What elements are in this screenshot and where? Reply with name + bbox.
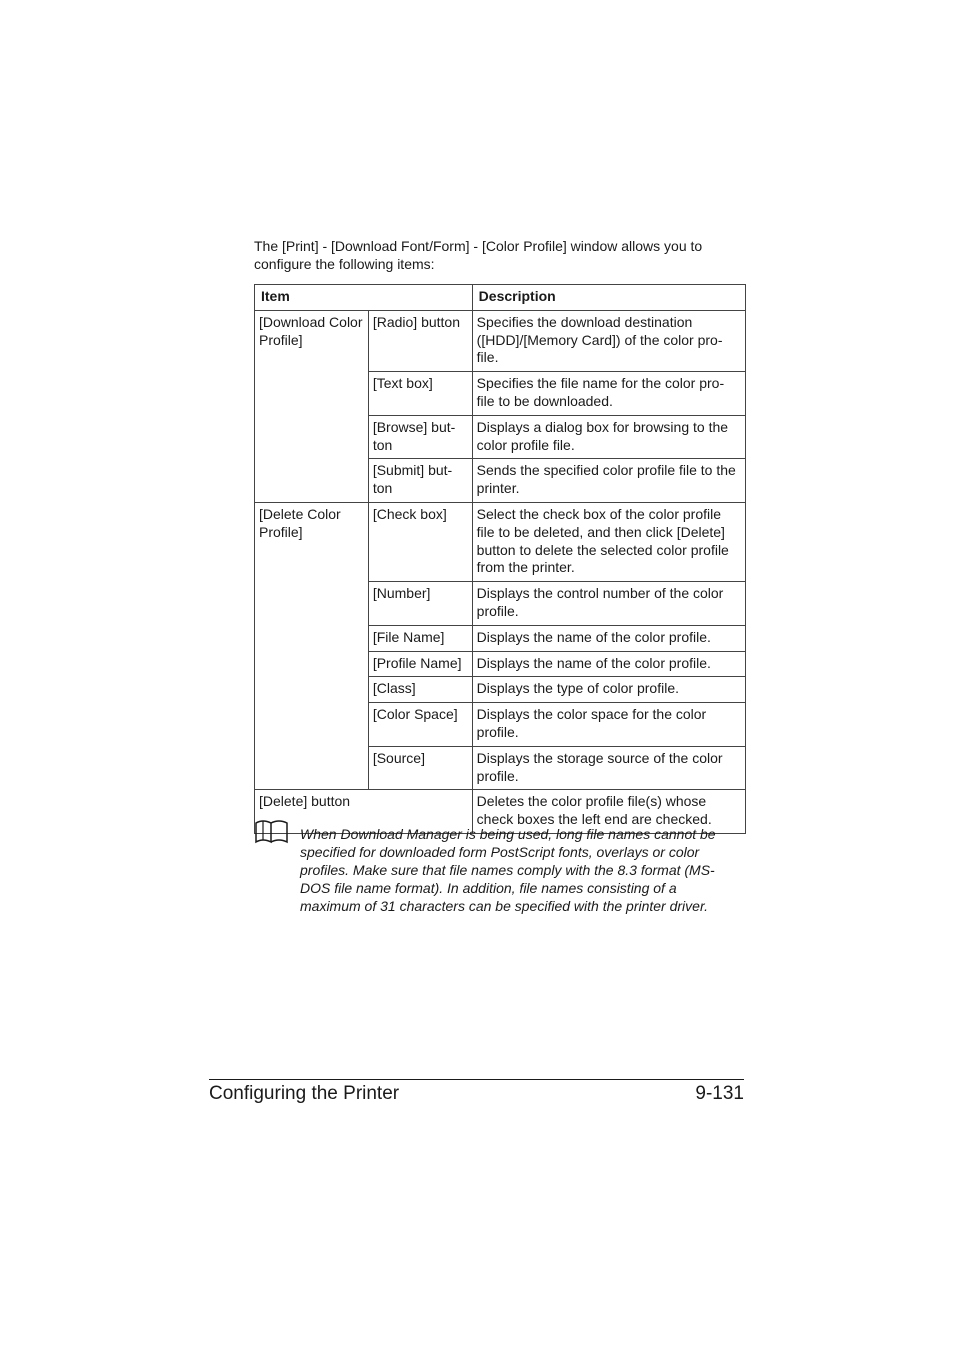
sub-item: [Source]	[368, 746, 472, 790]
group-label-delete-button: [Delete] button	[255, 790, 473, 834]
description-cell: Displays the storage source of the color profile.	[472, 746, 745, 790]
sub-item: [Browse] but-ton	[368, 415, 472, 459]
description-cell: Displays the color space for the color profile.	[472, 703, 745, 747]
header-item: Item	[255, 285, 473, 311]
intro-text: The [Print] - [Download Font/Form] - [Color Profile] window allows you to configure the following items:	[254, 238, 703, 272]
sub-item: [File Name]	[368, 625, 472, 651]
footer-title: Configuring the Printer	[209, 1083, 400, 1104]
description-cell: Displays the name of the color profile.	[472, 625, 745, 651]
sub-item: [Class]	[368, 677, 472, 703]
table-row	[255, 310, 746, 371]
page-number: 9-131	[695, 1083, 744, 1104]
sub-item: [Profile Name]	[368, 651, 472, 677]
footer-divider	[209, 1079, 744, 1080]
sub-item: [Submit] but-ton	[368, 459, 472, 503]
description-cell: Displays the name of the color profile.	[472, 651, 745, 677]
table-row	[255, 502, 746, 581]
color-profile-items-table	[254, 284, 746, 834]
description-cell: Displays the control number of the color profile.	[472, 582, 745, 626]
description-cell: Specifies the file name for the color pro-file to be downloaded.	[472, 372, 745, 416]
description-cell: Select the check box of the color profile file to be deleted, and then click [Delete] button to delete the selected color profile from the printer.	[472, 502, 745, 581]
description-cell: Specifies the download destination ([HDD]/[Memory Card]) of the color pro-file.	[472, 310, 745, 371]
description-cell: Displays the type of color profile.	[472, 677, 745, 703]
note-text: When Download Manager is being used, long file names cannot be specified for downloaded form PostScript fonts, overlays or color profiles. Make sure that file names comply with the 8.3 format (MS-DOS file name format). In addition, file names consisting of a maximum of 31 characters can be specified with the printer driver.	[300, 826, 716, 914]
sub-item: [Color Space]	[368, 703, 472, 747]
header-description: Description	[472, 285, 745, 311]
table-header-row	[255, 285, 746, 311]
sub-item: [Text box]	[368, 372, 472, 416]
description-cell: Deletes the color profile file(s) whose check boxes the left end are checked.	[472, 790, 745, 834]
group-label-download: [Download Color Profile]	[255, 310, 369, 502]
description-cell: Sends the specified color profile file to the printer.	[472, 459, 745, 503]
book-icon	[254, 818, 290, 844]
sub-item: [Radio] button	[368, 310, 472, 371]
description-cell: Displays a dialog box for browsing to the color profile file.	[472, 415, 745, 459]
sub-item: [Number]	[368, 582, 472, 626]
sub-item: [Check box]	[368, 502, 472, 581]
group-label-delete: [Delete Color Profile]	[255, 502, 369, 789]
